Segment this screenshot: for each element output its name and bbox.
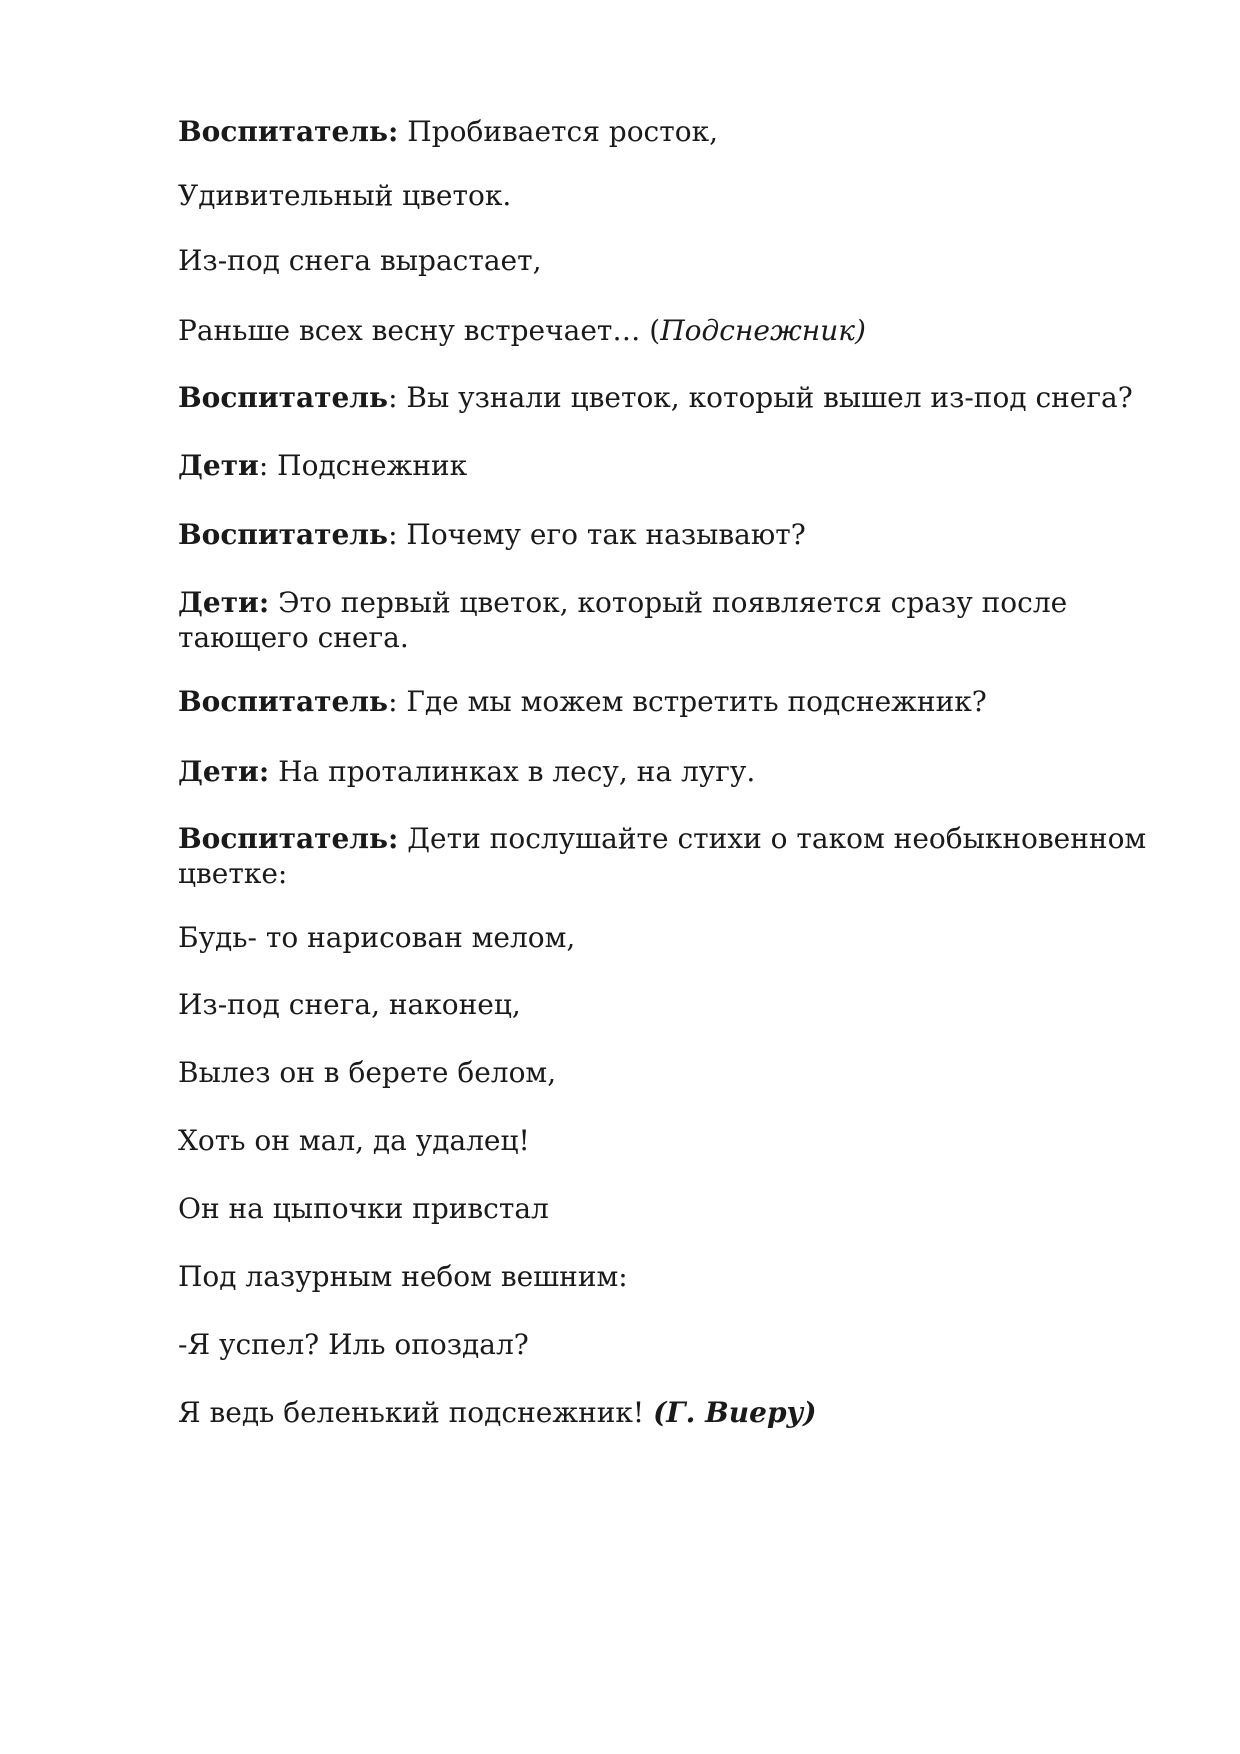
line-text: На проталинках в лесу, на лугу.: [269, 755, 756, 788]
speaker: Воспитатель: [178, 518, 389, 551]
line-text: Я ведь беленький подснежник!: [178, 1396, 654, 1429]
line-text: Под лазурным небом вешним:: [178, 1260, 628, 1293]
poem-author: (Г. Виеру): [653, 1396, 817, 1429]
line-text: : Где мы можем встретить подснежник?: [388, 685, 987, 718]
poem-line-3: [178, 1055, 1158, 1090]
line-text: -Я успел? Иль опоздал?: [178, 1328, 529, 1361]
speaker: Воспитатель: [178, 381, 389, 414]
poem-line-7: [178, 1327, 1158, 1362]
line-2: [178, 178, 1158, 213]
poem-line-1: [178, 920, 1158, 955]
riddle-answer: Подснежник): [660, 314, 866, 347]
line-text: Пробивается росток,: [398, 115, 718, 148]
line-4: [178, 313, 1158, 348]
speaker: Воспитатель: [178, 685, 389, 718]
line-text: Вылез он в берете белом,: [178, 1056, 557, 1089]
line-8: [178, 585, 1158, 655]
poem-line-8: [178, 1395, 1158, 1430]
line-9: [178, 684, 1158, 719]
line-6: [178, 448, 1158, 483]
line-5: [178, 380, 1158, 415]
line-text: : Почему его так называют?: [388, 518, 806, 551]
line-7: [178, 517, 1158, 552]
poem-line-4: [178, 1123, 1158, 1158]
line-1: [178, 114, 1158, 149]
poem-line-6: [178, 1259, 1158, 1294]
line-text: Удивительный цветок.: [178, 179, 512, 212]
line-text: Будь- то нарисован мелом,: [178, 921, 576, 954]
line-text: Раньше всех весну встречает… (: [178, 314, 661, 347]
line-10: [178, 754, 1158, 789]
line-text: Дети послушайте стихи о таком необыкновенном цветке:: [178, 822, 1147, 890]
speaker: Воспитатель:: [178, 115, 399, 148]
poem-line-5: [178, 1191, 1158, 1226]
line-11: [178, 821, 1158, 891]
poem-line-2: [178, 987, 1158, 1022]
line-text: : Вы узнали цветок, который вышел из-под снега?: [388, 381, 1133, 414]
line-text: Это первый цветок, который появляется сразу после тающего снега.: [178, 586, 1068, 654]
speaker: Дети:: [178, 755, 270, 788]
line-text: Он на цыпочки привстал: [178, 1192, 549, 1225]
speaker: Дети: [178, 449, 259, 482]
speaker: Дети:: [178, 586, 270, 619]
line-text: Из-под снега вырастает,: [178, 244, 542, 277]
line-text: Из-под снега, наконец,: [178, 988, 521, 1021]
line-3: [178, 243, 1158, 278]
speaker: Воспитатель:: [178, 822, 399, 855]
line-text: Хоть он мал, да удалец!: [178, 1124, 530, 1157]
line-text: : Подснежник: [258, 449, 468, 482]
